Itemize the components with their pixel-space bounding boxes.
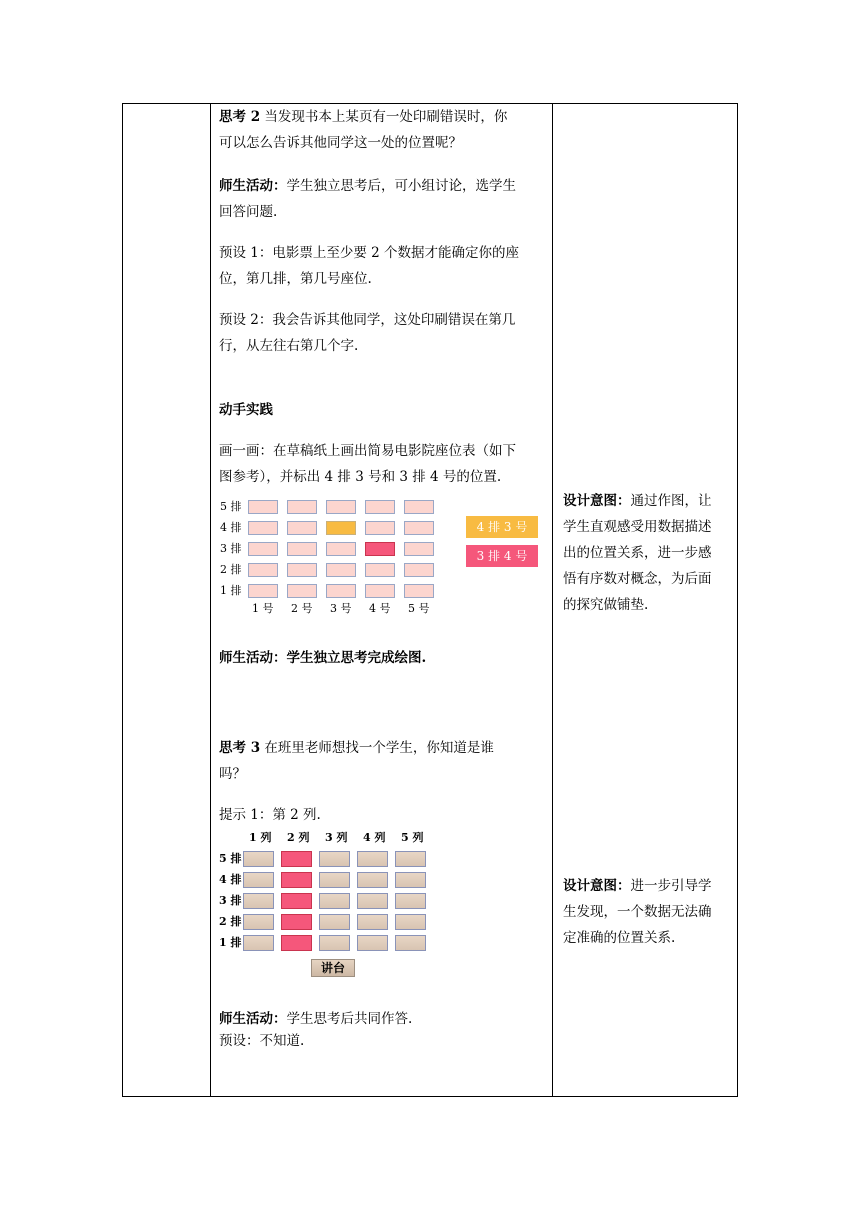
think3-line2: 吗？ <box>219 766 246 782</box>
activity1-line2: 回答问题. <box>219 204 278 220</box>
seat <box>287 584 317 598</box>
desk <box>281 851 312 867</box>
cinema-seat-chart <box>219 497 551 619</box>
desk <box>395 893 426 909</box>
seat <box>326 584 356 598</box>
handson-line1: 画一画：在草稿纸上画出简易电影院座位表（如下 <box>219 443 516 459</box>
desk <box>243 872 274 888</box>
podium: 讲台 <box>311 959 355 977</box>
chart2-col-label: 3 列 <box>325 831 348 844</box>
preset2-line1: 预设 2：我会告诉其他同学，这处印刷错误在第几 <box>219 312 516 328</box>
seat <box>248 563 278 577</box>
seat <box>287 542 317 556</box>
design1-line1: 设计意图：通过作图，让 <box>563 493 712 509</box>
chart1-row-label: 1 排 <box>220 584 242 597</box>
seat <box>404 500 434 514</box>
seat <box>404 521 434 535</box>
chart1-col-label: 2 号 <box>291 602 313 615</box>
preset1-line2: 位，第几排，第几号座位. <box>219 271 372 287</box>
desk <box>319 935 350 951</box>
chart2-row-label: 4 排 <box>219 873 242 886</box>
desk <box>357 914 388 930</box>
desk <box>395 872 426 888</box>
desk <box>395 914 426 930</box>
desk <box>243 935 274 951</box>
desk <box>281 935 312 951</box>
seat <box>365 500 395 514</box>
design1-line4: 悟有序数对概念，为后面 <box>563 571 712 587</box>
preset1-line1: 预设 1：电影票上至少要 2 个数据才能确定你的座 <box>219 245 520 261</box>
seat <box>248 500 278 514</box>
design1-line3: 出的位置关系，进一步感 <box>563 545 712 561</box>
seat <box>248 542 278 556</box>
seat <box>287 563 317 577</box>
desk <box>243 914 274 930</box>
lesson-table <box>122 103 738 1097</box>
chart1-row-label: 5 排 <box>220 500 242 513</box>
seat <box>365 521 395 535</box>
seat <box>248 521 278 535</box>
chart2-row-label: 2 排 <box>219 915 242 928</box>
seat <box>287 521 317 535</box>
classroom-seat-chart <box>219 831 551 977</box>
desk <box>319 851 350 867</box>
desk <box>243 851 274 867</box>
desk <box>357 893 388 909</box>
desk <box>281 914 312 930</box>
seat <box>326 521 356 535</box>
chart1-row-label: 3 排 <box>220 542 242 555</box>
hint1-line: 提示 1：第 2 列. <box>219 807 321 823</box>
column-divider-1 <box>210 104 211 1096</box>
seat <box>326 563 356 577</box>
think2-line2: 可以怎么告诉其他同学这一处的位置呢？ <box>219 135 462 151</box>
desk <box>281 872 312 888</box>
chart1-col-label: 4 号 <box>369 602 391 615</box>
chart1-row-label: 2 排 <box>220 563 242 576</box>
handson-title: 动手实践 <box>219 402 273 418</box>
chart2-row-label: 1 排 <box>219 936 242 949</box>
column-divider-2 <box>552 104 553 1096</box>
chart2-col-label: 2 列 <box>287 831 310 844</box>
seat <box>404 542 434 556</box>
design1-line5: 的探究做铺垫. <box>563 597 649 613</box>
chart1-row-label: 4 排 <box>220 521 242 534</box>
desk <box>243 893 274 909</box>
seat <box>365 542 395 556</box>
activity3-line: 师生活动：学生思考后共同作答. <box>219 1011 413 1027</box>
seat <box>404 563 434 577</box>
chart1-col-label: 5 号 <box>408 602 430 615</box>
chart2-row-label: 5 排 <box>219 852 242 865</box>
chart1-col-label: 3 号 <box>330 602 352 615</box>
chart2-col-label: 5 列 <box>401 831 424 844</box>
seat <box>248 584 278 598</box>
desk <box>395 851 426 867</box>
desk <box>395 935 426 951</box>
chart2-col-label: 1 列 <box>249 831 272 844</box>
desk <box>319 914 350 930</box>
tag-3row-4seat: 3 排 4 号 <box>466 545 538 567</box>
design2-line2: 生发现，一个数据无法确 <box>563 904 712 920</box>
preset3-line: 预设：不知道. <box>219 1033 305 1049</box>
chart2-row-label: 3 排 <box>219 894 242 907</box>
think2-line1: 思考 2 当发现书本上某页有一处印刷错误时，你 <box>219 109 508 125</box>
desk <box>319 872 350 888</box>
handson-line2: 图参考），并标出 4 排 3 号和 3 排 4 号的位置. <box>219 469 502 485</box>
chart2-col-label: 4 列 <box>363 831 386 844</box>
desk <box>357 935 388 951</box>
desk <box>357 851 388 867</box>
design2-line1: 设计意图：进一步引导学 <box>563 878 712 894</box>
seat <box>287 500 317 514</box>
chart1-col-label: 1 号 <box>252 602 274 615</box>
tag-4row-3seat: 4 排 3 号 <box>466 516 538 538</box>
activity1-line1: 师生活动：学生独立思考后，可小组讨论，选学生 <box>219 178 516 194</box>
desk <box>357 872 388 888</box>
seat <box>365 584 395 598</box>
seat <box>326 542 356 556</box>
preset2-line2: 行，从左往右第几个字. <box>219 338 359 354</box>
design1-line2: 学生直观感受用数据描述 <box>563 519 712 535</box>
desk <box>281 893 312 909</box>
design2-line3: 定准确的位置关系. <box>563 930 676 946</box>
seat <box>326 500 356 514</box>
desk <box>319 893 350 909</box>
activity2-line: 师生活动：学生独立思考完成绘图. <box>219 650 427 666</box>
seat <box>365 563 395 577</box>
think3-line1: 思考 3 在班里老师想找一个学生，你知道是谁 <box>219 740 494 756</box>
seat <box>404 584 434 598</box>
